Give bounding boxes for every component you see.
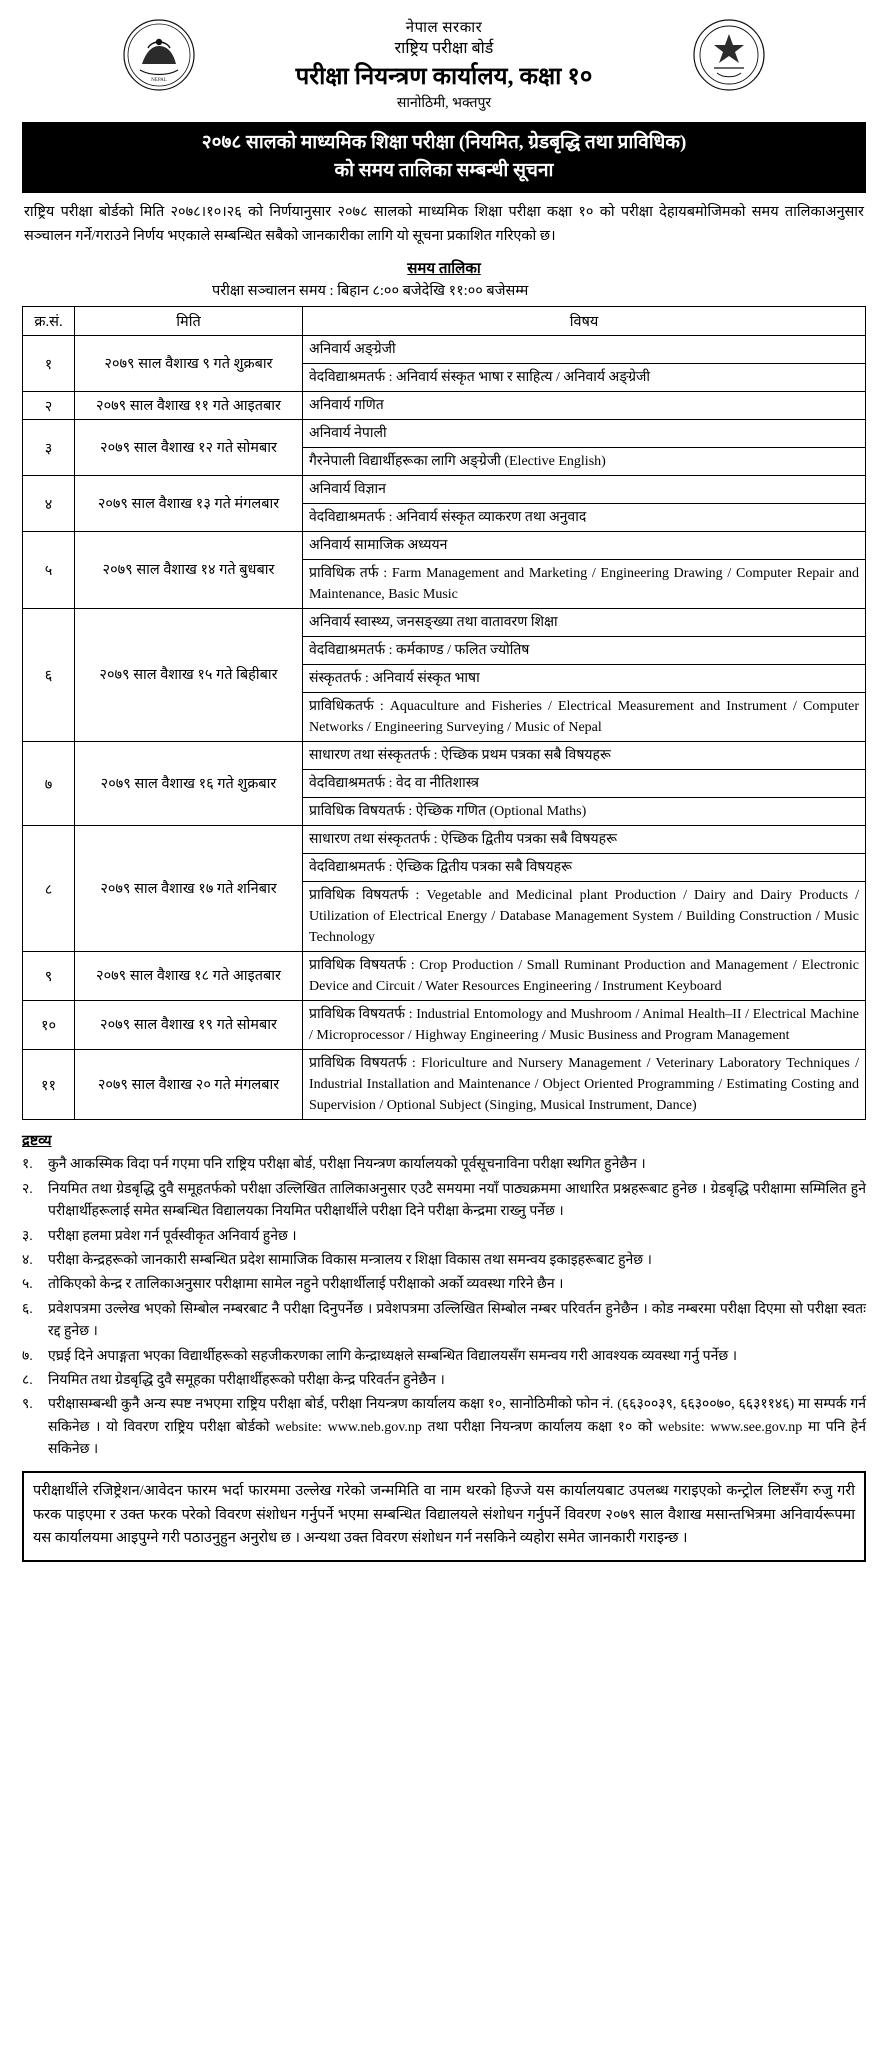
list-item	[22, 1179, 866, 1224]
notice-title-line1: २०७८ सालको माध्यमिक शिक्षा परीक्षा (नियमित, ग्रेडबृद्धि तथा प्राविधिक)	[201, 132, 687, 154]
table-row	[23, 392, 866, 420]
row-subject: वेदविद्याश्रमतर्फ : अनिवार्य संस्कृत व्याकरण तथा अनुवाद	[303, 504, 866, 532]
row-sn: ८	[23, 826, 75, 952]
row-subject: प्राविधिकतर्फ : Aquaculture and Fisheries / Electrical Measurement and Instrument / Computer Networks / Engineering Surveying / Music of Nepal	[303, 693, 866, 742]
note-number: २.	[22, 1181, 33, 1197]
row-sn: २	[23, 392, 75, 420]
row-date: २०७९ साल वैशाख १६ गते शुक्रबार	[75, 742, 303, 826]
note-text: परीक्षासम्बन्धी कुनै अन्य स्पष्ट नभएमा राष्ट्रिय परीक्षा बोर्ड, परीक्षा नियन्त्रण कार्यालय कक्षा १०, सानोठिमीको फोन नं. (६६३००३९, ६६३००७०, ६६३११४६) मा सम्पर्क गर्न सकिनेछ । यो विवरण राष्ट्रिय परीक्षा बोर्डको website: www.neb.gov.np तथा परीक्षा नियन्त्रण कार्यालय कक्षा १० को website: www.see.gov.np मा पनि हेर्न सकिनेछ ।	[48, 1397, 866, 1458]
note-text: नियमित तथा ग्रेडबृद्धि दुवै समूहतर्फको परीक्षा उल्लिखित तालिकाअनुसार एउटै समयमा नयाँ पाठ्यक्रममा आधारित प्रश्नहरूबाट हुनेछ । ग्रेडबृद्धि परीक्षामा सम्मिलित हुने परीक्षार्थीहरूलाई समेत सम्बन्धित विद्यालयका नियमित परीक्षार्थीले परीक्षा दिने परीक्षा केन्द्रमा राख्नु पर्नेछ ।	[48, 1181, 866, 1220]
board-line: राष्ट्रिय परीक्षा बोर्ड	[394, 40, 494, 58]
footer-notice-box: परीक्षार्थीले रजिष्ट्रेशन/आवेदन फारम भर्दा फारममा उल्लेख गरेको जन्ममिति वा नाम थरको हिज्जे यस कार्यालयबाट उपलब्ध गराइएको कन्ट्रोल लिष्टसँग रुजु गरी फरक पाइएमा र उक्त फरक परेको विवरण संशोधन गर्नुपर्ने भएमा सम्बन्धित विद्यालयले संशोधन गर्नुपर्ने विवरण २०७९ साल वैशाख मसान्तभित्रमा अनिवार्यरूपमा यस कार्यालयमा आइपुग्ने गरी पठाउनुहुन अनुरोध छ । अन्यथा उक्त विवरण संशोधन गर्न नसकिने व्यहोरा समेत जानकारी गराइन्छ ।	[22, 1471, 866, 1561]
note-text: परीक्षा हलमा प्रवेश गर्न पूर्वस्वीकृत अनिवार्य हुनेछ ।	[48, 1228, 297, 1244]
row-date: २०७९ साल वैशाख १२ गते सोमबार	[75, 420, 303, 476]
row-subject: अनिवार्य सामाजिक अध्ययन	[303, 532, 866, 560]
row-subject: वेदविद्याश्रमतर्फ : अनिवार्य संस्कृत भाषा र साहित्य / अनिवार्य अङ्ग्रेजी	[303, 364, 866, 392]
note-number: ७.	[22, 1348, 33, 1364]
list-item	[22, 1299, 866, 1344]
table-row	[23, 476, 866, 504]
row-subject: वेदविद्याश्रमतर्फ : ऐच्छिक द्वितीय पत्रका सबै विषयहरू	[303, 854, 866, 882]
row-date: २०७९ साल वैशाख १८ गते आइतबार	[75, 952, 303, 1001]
row-sn: ९	[23, 952, 75, 1001]
notes-list	[22, 1154, 866, 1461]
row-date: २०७९ साल वैशाख १३ गते मंगलबार	[75, 476, 303, 532]
row-date: २०७९ साल वैशाख १४ गते बुधबार	[75, 532, 303, 609]
row-subject: प्राविधिक विषयतर्फ : Floriculture and Nursery Management / Veterinary Laboratory Techniques / Industrial Installation and Maintenance / Object Oriented Programming / Estimating Costing and Supervision / Optional Subject (Singing, Musical Instrument, Dance)	[303, 1050, 866, 1120]
table-row	[23, 420, 866, 448]
row-date: २०७९ साल वैशाख ११ गते आइतबार	[75, 392, 303, 420]
row-subject: प्राविधिक विषयतर्फ : Crop Production / Small Ruminant Production and Management / Electronic Device and Circuit / Water Resources Engineering / Instrument Keyboard	[303, 952, 866, 1001]
schedule-table-body	[23, 336, 866, 1120]
national-examination-board-emblem-icon	[692, 18, 766, 92]
note-number: ६.	[22, 1301, 33, 1317]
table-header-row	[23, 307, 866, 336]
table-row	[23, 1001, 866, 1050]
note-number: ५.	[22, 1277, 33, 1293]
row-subject: प्राविधिक विषयतर्फ : Vegetable and Medicinal plant Production / Dairy and Dairy Products / Utilization of Electrical Energy / Database Management System / Building Construction / Music Technology	[303, 882, 866, 952]
table-row	[23, 742, 866, 770]
row-sn: १	[23, 336, 75, 392]
notice-title-band	[22, 122, 866, 193]
row-date: २०७९ साल वैशाख ९ गते शुक्रबार	[75, 336, 303, 392]
office-line: परीक्षा नियन्त्रण कार्यालय, कक्षा १०	[295, 63, 593, 90]
schedule-time-line: परीक्षा सञ्चालन समय : बिहान ८:०० बजेदेखि ११:०० बजेसम्म	[212, 283, 529, 300]
column-header-sn: क्र.सं.	[23, 307, 75, 336]
place-line: सानोठिमी, भक्तपुर	[396, 96, 492, 112]
table-row	[23, 609, 866, 637]
note-text: प्रवेशपत्रमा उल्लेख भएको सिम्बोल नम्बरबाट नै परीक्षा दिनुपर्नेछ । प्रवेशपत्रमा उल्लिखित सिम्बोल नम्बर परिवर्तन हुनेछैन । कोड नम्बरमा परीक्षा दिएमा सो परीक्षा स्वतः रद्द हुनेछ ।	[48, 1301, 866, 1340]
note-text: नियमित तथा ग्रेडबृद्धि दुवै समूहका परीक्षार्थीहरूको परीक्षा केन्द्र परिवर्तन हुनेछैन ।	[48, 1372, 445, 1388]
row-subject: साधारण तथा संस्कृततर्फ : ऐच्छिक द्वितीय पत्रका सबै विषयहरू	[303, 826, 866, 854]
note-number: ३.	[22, 1228, 33, 1244]
row-subject: वेदविद्याश्रमतर्फ : कर्मकाण्ड / फलित ज्योतिष	[303, 637, 866, 665]
row-subject: गैरनेपाली विद्यार्थीहरूका लागि अङ्ग्रेजी (Elective English)	[303, 448, 866, 476]
note-text: तोकिएको केन्द्र र तालिकाअनुसार परीक्षामा सामेल नहुने परीक्षार्थीलाई परीक्षाको अर्को व्यवस्था गरिने छैन ।	[48, 1277, 564, 1293]
note-number: १.	[22, 1157, 33, 1173]
row-subject: अनिवार्य स्वास्थ्य, जनसङ्ख्या तथा वातावरण शिक्षा	[303, 609, 866, 637]
svg-text:NEPAL: NEPAL	[151, 78, 167, 83]
row-date: २०७९ साल वैशाख २० गते मंगलबार	[75, 1050, 303, 1120]
row-subject: अनिवार्य विज्ञान	[303, 476, 866, 504]
row-subject: अनिवार्य नेपाली	[303, 420, 866, 448]
note-number: ८.	[22, 1372, 33, 1388]
list-item	[22, 1154, 866, 1176]
list-item	[22, 1370, 866, 1392]
notice-title-line2: को समय तालिका सम्बन्धी सूचना	[334, 159, 554, 181]
list-item	[22, 1274, 866, 1296]
note-number: ४.	[22, 1252, 33, 1268]
note-text: कुनै आकस्मिक विदा पर्न गएमा पनि राष्ट्रिय परीक्षा बोर्ड, परीक्षा नियन्त्रण कार्यालयको पूर्वसूचनाविना परीक्षा स्थगित हुनेछैन ।	[48, 1157, 646, 1173]
table-row	[23, 1050, 866, 1120]
row-subject: प्राविधिक विषयतर्फ : ऐच्छिक गणित (Optional Maths)	[303, 798, 866, 826]
row-sn: १०	[23, 1001, 75, 1050]
column-header-subject: विषय	[303, 307, 866, 336]
row-subject: प्राविधिक विषयतर्फ : Industrial Entomology and Mushroom / Animal Health–II / Electrical Machine / Microprocessor / Highway Engineering / Music Business and Program Management	[303, 1001, 866, 1050]
row-sn: ११	[23, 1050, 75, 1120]
row-date: २०७९ साल वैशाख १७ गते शनिबार	[75, 826, 303, 952]
row-sn: ७	[23, 742, 75, 826]
row-subject: वेदविद्याश्रमतर्फ : वेद वा नीतिशास्त्र	[303, 770, 866, 798]
row-subject: प्राविधिक तर्फ : Farm Management and Marketing / Engineering Drawing / Computer Repair and Maintenance, Basic Music	[303, 560, 866, 609]
row-sn: ३	[23, 420, 75, 476]
table-row	[23, 336, 866, 364]
government-line: नेपाल सरकार	[405, 20, 483, 36]
nepal-government-emblem-icon	[122, 18, 196, 92]
note-text: एघ्रई दिने अपाङ्गता भएका विद्यार्थीहरूको सहजीकरणका लागि केन्द्राध्यक्षले सम्बन्धित विद्यालयसँग समन्वय गरी आवश्यक व्यवस्था गर्नु पर्नेछ ।	[48, 1348, 738, 1364]
list-item	[22, 1346, 866, 1368]
table-row	[23, 826, 866, 854]
note-text: परीक्षा केन्द्रहरूको जानकारी सम्बन्धित प्रदेश सामाजिक विकास मन्त्रालय र शिक्षा विकास तथा समन्वय इकाइहरूबाट हुनेछ ।	[48, 1252, 652, 1268]
notes-title: द्रष्टव्य	[22, 1133, 52, 1150]
list-item	[22, 1250, 866, 1272]
intro-paragraph: राष्ट्रिय परीक्षा बोर्डको मिति २०७८।१०।२६ को निर्णयानुसार २०७८ सालको माध्यमिक शिक्षा परीक्षा कक्षा १० को परीक्षा देहायबमोजिमको समय तालिकाअनुसार सञ्चालन गर्ने/गराउने निर्णय भएकाले सम्बन्धित सबैको जानकारीका लागि यो सूचना प्रकाशित गरिएको छ।	[24, 204, 864, 244]
schedule-title: समय तालिका	[407, 261, 481, 278]
schedule-table	[22, 306, 866, 1120]
list-item	[22, 1394, 866, 1461]
row-subject: अनिवार्य गणित	[303, 392, 866, 420]
row-subject: संस्कृततर्फ : अनिवार्य संस्कृत भाषा	[303, 665, 866, 693]
column-header-date: मिति	[75, 307, 303, 336]
table-row	[23, 952, 866, 1001]
row-sn: ४	[23, 476, 75, 532]
row-sn: ६	[23, 609, 75, 742]
row-subject: साधारण तथा संस्कृततर्फ : ऐच्छिक प्रथम पत्रका सबै विषयहरू	[303, 742, 866, 770]
row-date: २०७९ साल वैशाख १५ गते बिहीबार	[75, 609, 303, 742]
note-number: ९.	[22, 1397, 33, 1413]
row-sn: ५	[23, 532, 75, 609]
table-row	[23, 532, 866, 560]
row-subject: अनिवार्य अङ्ग्रेजी	[303, 336, 866, 364]
row-date: २०७९ साल वैशाख १९ गते सोमबार	[75, 1001, 303, 1050]
document-header	[22, 14, 866, 116]
list-item	[22, 1226, 866, 1248]
